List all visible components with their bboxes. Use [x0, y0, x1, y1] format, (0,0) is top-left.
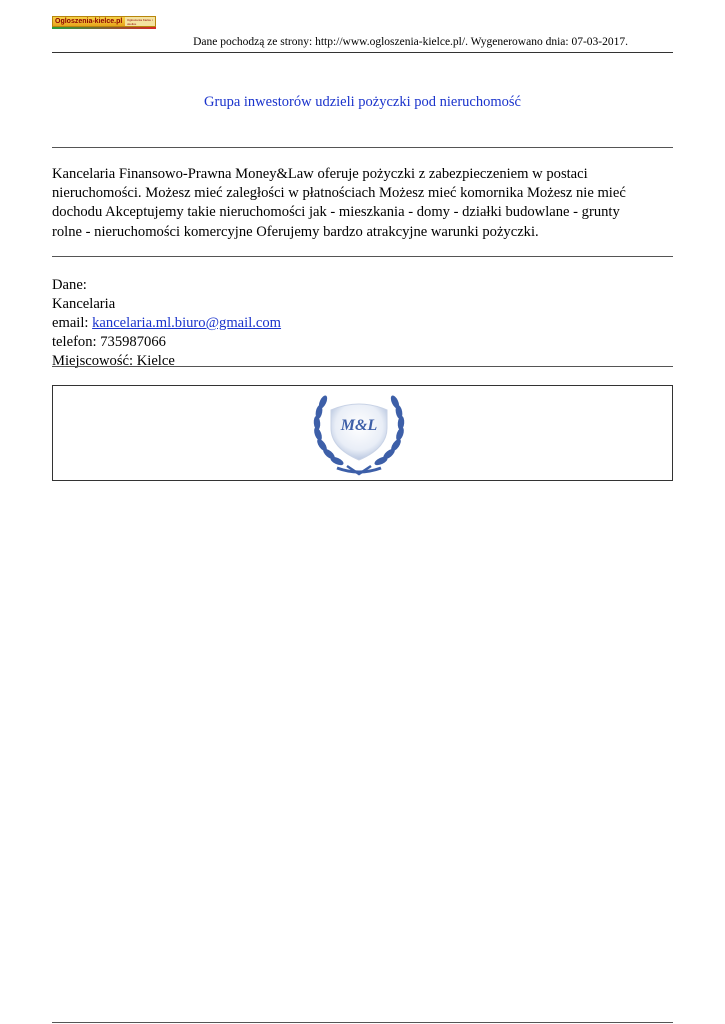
contact-heading: Dane: [52, 277, 87, 293]
logo-color-strip [52, 27, 156, 29]
description-line: nieruchomości. Możesz mieć zaległości w płatnościach Możesz mieć komornika Możesz nie mieć [52, 185, 626, 202]
location-value: Kielce [136, 353, 175, 369]
email-link[interactable]: kancelaria.ml.biuro@gmail.com [92, 315, 282, 331]
source-info: Dane pochodzą ze strony: http://www.ogloszenia-kielce.pl/. Wygenerowano dnia: 07-03-2017. [193, 36, 628, 48]
contact-name: Kancelaria [52, 296, 116, 312]
title-divider [52, 147, 673, 148]
contact-block [52, 276, 281, 371]
footer-divider [52, 1022, 673, 1023]
contact-phone-row [52, 333, 281, 352]
phone-label: telefon: [52, 334, 101, 350]
location-label: Miejscowość: [52, 353, 137, 369]
site-logo-text: Ogloszenia-kielce.pl [53, 17, 125, 26]
listing-title-link[interactable]: Grupa inwestorów udzieli pożyczki pod nieruchomość [204, 94, 521, 110]
description-line: dochodu Akceptujemy takie nieruchomości jak - mieszkania - domy - działki budowlane - grunty [52, 204, 620, 221]
header-divider [52, 52, 673, 53]
contact-divider [52, 366, 673, 367]
site-logo[interactable] [52, 16, 156, 27]
phone-value: 735987066 [100, 334, 166, 350]
listing-description [52, 165, 652, 242]
description-divider [52, 256, 673, 257]
site-logo-tagline: Ogłoszenia Kielce i okolice [125, 17, 155, 26]
description-line: rolne - nieruchomości komercyjne Oferujemy bardzo atrakcyjne warunki pożyczki. [52, 223, 539, 240]
contact-location-row [52, 352, 281, 371]
svg-text:M&L: M&L [340, 417, 378, 434]
email-label: email: [52, 315, 93, 331]
contact-email-row [52, 314, 281, 333]
money-law-logo-image[interactable] [307, 388, 411, 478]
description-line: Kancelaria Finansowo-Prawna Money&Law oferuje pożyczki z zabezpieczeniem w postaci [52, 166, 588, 182]
